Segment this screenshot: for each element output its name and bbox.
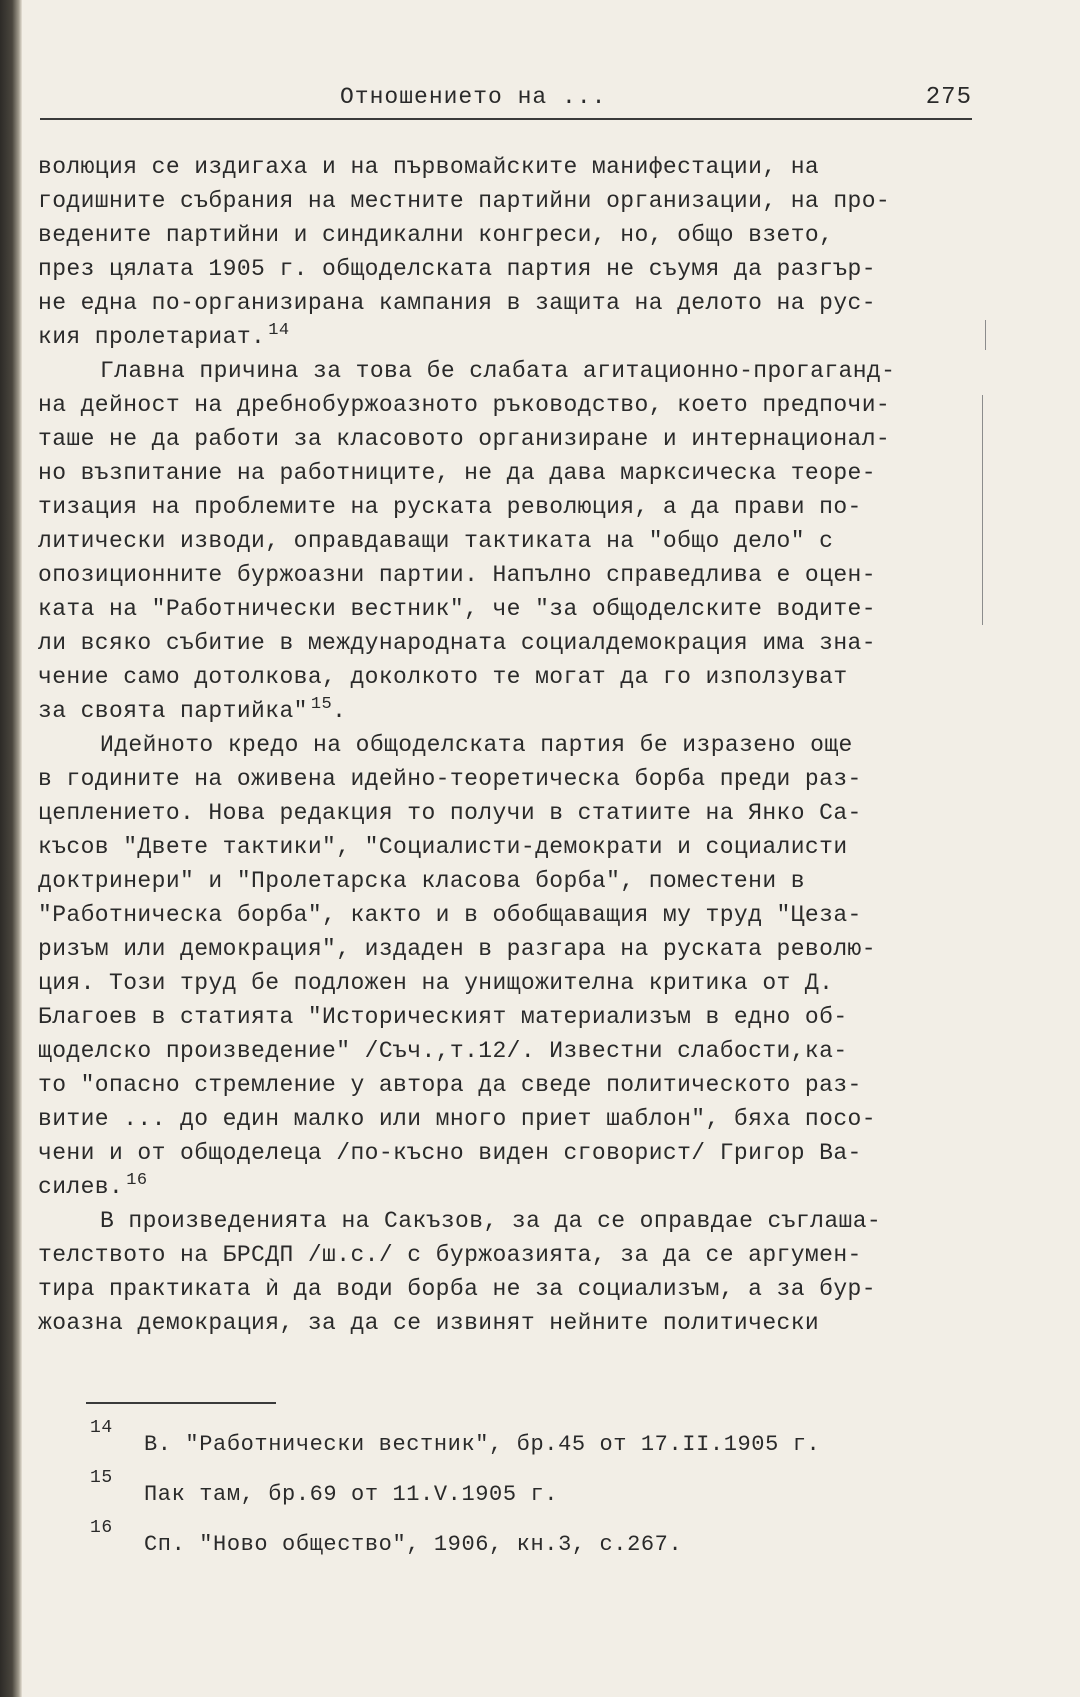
text-line — [38, 1170, 978, 1204]
footnote — [90, 1518, 970, 1568]
text-line — [38, 864, 978, 898]
text-line-content: телството на БРСДП /ш.с./ с буржоазията, за да се аргумен- — [38, 1242, 862, 1268]
text-line — [38, 558, 978, 592]
text-line — [38, 354, 978, 388]
text-line-content: то "опасно стремление у автора да сведе политическото раз- — [38, 1072, 862, 1098]
footnote-text: Сп. "Ново общество", 1906, кн.3, с.267. — [144, 1532, 683, 1557]
text-line — [38, 898, 978, 932]
footnotes — [90, 1418, 970, 1568]
footnote-reference: 16 — [126, 1171, 148, 1190]
text-line — [38, 456, 978, 490]
text-line-content: но възпитание на работниците, не да дава марксическа теоре- — [38, 460, 876, 486]
text-line-content: кия пролетариат. — [38, 324, 266, 350]
footnote — [90, 1468, 970, 1518]
text-line-content: силев. — [38, 1174, 124, 1200]
text-line — [38, 762, 978, 796]
text-line-content: Благоев в статията "Историческият материализъм в едно об- — [38, 1004, 848, 1030]
footnote-number: 15 — [90, 1468, 113, 1488]
text-line — [38, 1000, 978, 1034]
text-line-content: жоазна демокрация, за да се извинят нейните политически — [38, 1310, 820, 1336]
text-line — [38, 218, 978, 252]
trailing-punctuation: . — [332, 698, 347, 724]
footnote-reference: 15 — [310, 695, 333, 714]
text-line — [38, 1034, 978, 1068]
text-line — [38, 932, 978, 966]
text-line-content: годишните събрания на местните партийни организации, на про- — [38, 188, 891, 214]
text-line-content: Идейното кредо на общоделската партия бе изразено още — [100, 732, 853, 758]
text-line — [38, 592, 978, 626]
text-line — [38, 1102, 978, 1136]
text-line-content: доктринери" и "Пролетарска класова борба", поместени в — [38, 868, 805, 894]
text-line-content: "Работническа борба", както и в обобщаващия му труд "Цеза- — [38, 902, 862, 928]
text-line-content: за своята партийка" — [38, 698, 308, 724]
footnote — [90, 1418, 970, 1468]
text-line-content: късов "Двете тактики", "Социалисти-демократи и социалисти — [38, 834, 848, 860]
text-line-content: щоделско произведение" /Съч.,т.12/. Известни слабости,ка- — [38, 1038, 848, 1064]
text-line-content: ведените партийни и синдикални конгреси, но, общо взето, — [38, 222, 834, 248]
footnote-separator — [86, 1402, 276, 1404]
text-line — [38, 388, 978, 422]
footnote-number: 14 — [90, 1418, 113, 1438]
text-line-content: В произведенията на Сакъзов, за да се оправдае съглаша- — [100, 1208, 882, 1234]
text-line — [38, 660, 978, 694]
text-line-content: цеплението. Нова редакция то получи в статиите на Янко Са- — [38, 800, 862, 826]
text-line-content: на дейност на дребнобуржоазното ръководство, което предпочи- — [38, 392, 891, 418]
footnote-text: Пак там, бр.69 от 11.V.1905 г. — [144, 1482, 559, 1507]
text-line — [38, 422, 978, 456]
text-line-content: през цялата 1905 г. общоделската партия не съумя да разгър- — [38, 256, 876, 282]
text-line — [38, 694, 978, 728]
pencil-margin-mark — [985, 320, 986, 350]
pencil-margin-mark — [982, 395, 983, 625]
text-line — [38, 1272, 978, 1306]
text-line — [38, 796, 978, 830]
text-line-content: ката на "Работнически вестник", че "за общоделските водите- — [38, 596, 876, 622]
footnote-text: В. "Работнически вестник", бр.45 от 17.II.1905 г. — [144, 1432, 821, 1457]
text-line — [38, 728, 978, 762]
text-line — [38, 830, 978, 864]
text-line — [38, 1204, 978, 1238]
text-line — [38, 286, 978, 320]
text-line-content: ризъм или демокрация", издаден в разгара на руската револю- — [38, 936, 876, 962]
text-line — [38, 1306, 978, 1340]
text-line-content: литически изводи, оправдаващи тактиката на "общо дело" с — [38, 528, 834, 554]
text-line-content: волюция се издигаха и на първомайските манифестации, на — [38, 154, 820, 180]
text-line — [38, 1068, 978, 1102]
footnote-number: 16 — [90, 1518, 113, 1538]
text-line-content: таше не да работи за класовото организиране и интернационал- — [38, 426, 891, 452]
text-line-content: в годините на оживена идейно-теоретическа борба преди раз- — [38, 766, 862, 792]
text-line-content: ция. Този труд бе подложен на унищожителна критика от Д. — [38, 970, 834, 996]
text-line — [38, 524, 978, 558]
page-header — [40, 84, 972, 120]
text-line-content: витие ... до един малко или много приет шаблон", бяха посо- — [38, 1106, 876, 1132]
text-line-content: чение само дотолкова, доколкото те могат да го използуват — [38, 664, 848, 690]
running-title: Отношението на ... — [340, 84, 607, 110]
text-line — [38, 626, 978, 660]
text-line — [38, 490, 978, 524]
text-line-content: тира практиката ѝ да води борба не за социализъм, а за бур- — [38, 1276, 876, 1302]
text-line-content: ли всяко събитие в международната социалдемокрация има зна- — [38, 630, 876, 656]
footnote-reference: 14 — [268, 321, 290, 340]
text-line — [38, 966, 978, 1000]
text-line — [38, 184, 978, 218]
text-line — [38, 1136, 978, 1170]
text-line — [38, 150, 978, 184]
text-line — [38, 320, 978, 354]
text-line-content: тизация на проблемите на руската революция, а да прави по- — [38, 494, 862, 520]
text-line — [38, 1238, 978, 1272]
text-line-content: опозиционните буржоазни партии. Напълно справедлива е оцен- — [38, 562, 876, 588]
text-line-content: Главна причина за това бе слабата агитационно-прогаганд- — [100, 358, 896, 384]
page-number: 275 — [925, 84, 972, 111]
body-text — [38, 150, 978, 1340]
text-line-content: чени и от общоделеца /по-късно виден сговорист/ Григор Ва- — [38, 1140, 862, 1166]
text-line — [38, 252, 978, 286]
text-line-content: не една по-организирана кампания в защита на делото на рус- — [38, 290, 876, 316]
